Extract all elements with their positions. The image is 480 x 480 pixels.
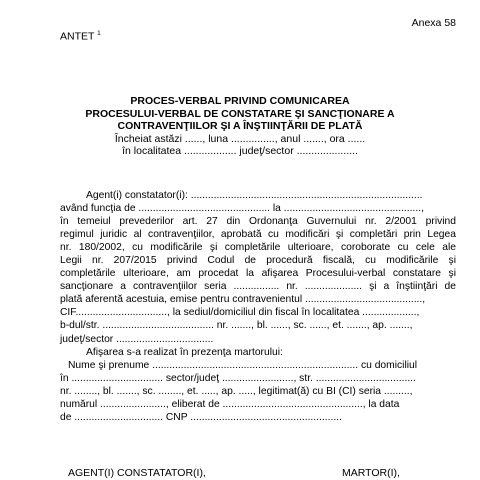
antet-text: ANTET (60, 30, 95, 43)
series-number-line: sancţionare a contravenţiilor seria ................ nr. .................... şi a înştiinţări de (60, 281, 456, 293)
witness-intro-line: Afişarea s-a realizat în prezenţa martorului: (86, 346, 283, 358)
date-time-line: Încheiat astăzi ......, luna ..............., anul ......., ora ...... (114, 132, 366, 145)
legal-basis-line: regimul juridic al contravenţiilor, aprobată cu modificări şi completări prin Legea (60, 229, 456, 241)
address-line: b-dul/str. ....................................... nr. ......., bl. ......, sc. ......, et. ......., ap. ......., (60, 320, 413, 332)
cif-line: CIF................................, la sediul/domiciliul din fiscal în localitatea ..................., (60, 307, 420, 319)
agent-line: Agent(i) constatator(i): ................................................................................. (86, 190, 423, 201)
document-title (0, 95, 480, 158)
agent-signature-label: AGENT(I) CONSTATATOR(I), (68, 467, 206, 479)
legal-basis-line: nr. 180/2002, cu modificările şi completările ulterioare, coroborate cu cele ale (60, 242, 456, 254)
document-body (60, 189, 456, 424)
witness-name-line: Nume şi prenume ........................................................................ cu domiciliul (68, 359, 418, 371)
antet-label (60, 30, 101, 43)
annex-label: Anexa 58 (411, 17, 456, 29)
function-line: având funcţia de .............................................. la ................................................, (60, 203, 424, 215)
title-line-1: PROCES-VERBAL PRIVIND COMUNICAREA (130, 95, 350, 107)
title-line-2: PROCESULUI-VERBAL DE CONSTATARE ŞI SANCŢIONARE A (85, 107, 395, 120)
legal-basis-line: completările ulterioare, am procedat la afişarea Procesului-verbal constatare şi (60, 268, 456, 280)
witness-id-line: nr. ........, bl. ......., sc. ........, et. ....., ap. ....., legitimat(ă) cu BI (CI) seria ........., (60, 385, 413, 397)
locality-line: în localitatea .................. judeţ/sector ..................... (122, 145, 358, 158)
legal-basis-line: în temeiul prevederilor art. 27 din Ordonanţa Guvernului nr. 2/2001 privind (60, 216, 456, 228)
witness-id-number-line: numărul ......................., eliberat de ................................................., la data (60, 398, 400, 410)
county-line: judeţ/sector .................................. (60, 333, 214, 345)
witness-address-line: în ................................ sector/judeţ ........................., str. ................................... (60, 372, 416, 384)
witness-signature-label: MARTOR(I), (342, 467, 400, 479)
title-line-3: CONTRAVENŢIILOR ŞI A ÎNŞTIINŢĂRII DE PLATĂ (117, 120, 363, 133)
antet-footnote-mark: 1 (97, 30, 101, 37)
witness-cnp-line: de ............................... CNP ..................................................... (60, 411, 342, 423)
offender-line: plată aferentă acestuia, emise pentru contravenientul ........................................., (60, 294, 426, 306)
legal-basis-line: Legii nr. 207/2015 privind Codul de procedură fiscală, cu modificările şi (60, 255, 456, 267)
